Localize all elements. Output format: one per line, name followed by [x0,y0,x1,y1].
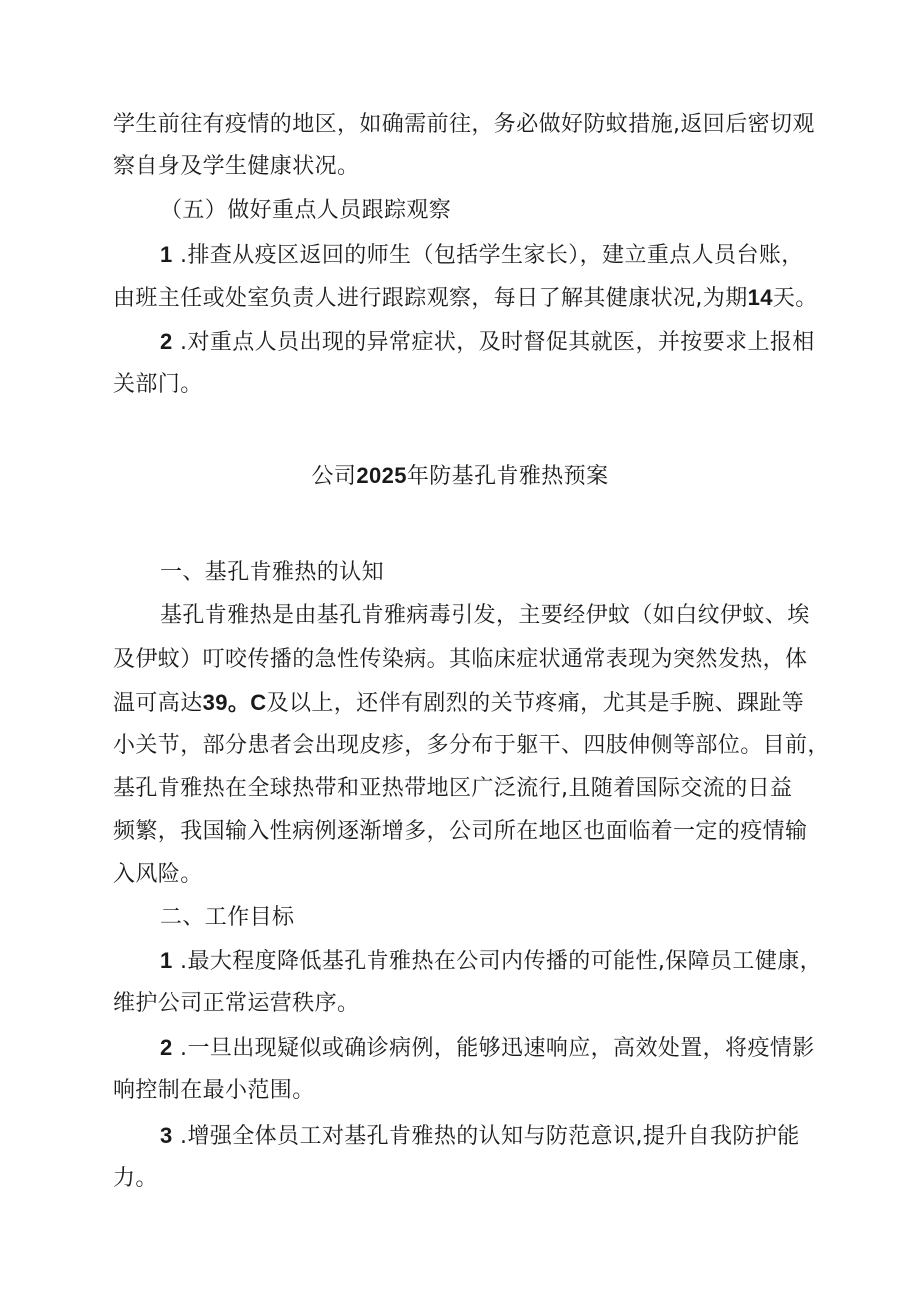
section-1-line-7: 入风险。 [113,862,203,887]
list-text: .排查从疫区返回的师生（包括学生家长），建立重点人员台账， [180,243,804,268]
list-item-1-line-2 [113,283,818,314]
list-number: 2 [160,1035,173,1060]
list-text: .增强全体员工对基孔肯雅热的认知与防范意识,提升自我防护能 [180,1124,800,1149]
list-item-1-line-1 [160,240,804,271]
section-1-line-1: 基孔肯雅热是由基孔肯雅病毒引发，主要经伊蚊（如白纹伊蚊、埃 [160,603,810,628]
goal-1-line-2: 维护公司正常运营秩序。 [113,991,360,1016]
title-suffix: 年防基孔肯雅热预案 [406,464,609,489]
inline-number: 14 [747,285,773,310]
list-number: 2 [160,329,173,354]
prev-paragraph-line-1: 学生前往有疫情的地区，如确需前往，务必做好防蚊措施,返回后密切观 [113,112,815,137]
section-1-line-3 [113,688,804,719]
list-item-2-line-2: 关部门。 [113,372,203,397]
paragraph-text: 及以上，还伴有剧烈的关节疼痛，尤其是手腕、踝趾等 [266,691,805,716]
list-item-2-line-1 [160,327,815,358]
list-text: .对重点人员出现的异常症状，及时督促其就医，并按要求上报相 [180,330,815,355]
goal-3-line-2: 力。 [113,1166,158,1191]
section-1-line-6: 频繁，我国输入性病例逐渐增多，公司所在地区也面临着一定的疫情输 [113,819,808,844]
section-1-line-2: 及伊蚊）叮咬传播的急性传染病。其临床症状通常表现为突然发热，体 [113,647,808,672]
goal-2-line-2: 响控制在最小范围。 [113,1078,315,1103]
paragraph-text: 温可高达 [113,691,203,716]
goal-2-line-1 [160,1033,815,1064]
list-number: 3 [160,1123,173,1148]
list-text: 由班主任或处室负责人进行跟踪观察，每日了解其健康状况,为期 [113,286,748,311]
list-number: 1 [160,242,173,267]
section-heading-5: （五）做好重点人员跟踪观察 [160,198,452,223]
list-text: .一旦出现疑似或确诊病例，能够迅速响应，高效处置，将疫情影 [180,1036,815,1061]
goal-3-line-1 [160,1121,800,1152]
goal-1-line-1 [160,946,822,977]
section-1-line-4: 小关节，部分患者会出现皮疹，多分布于躯干、四肢伸侧等部位。目前， [113,733,830,758]
section-2-heading: 二、工作目标 [160,905,295,930]
title-year: 2025 [356,463,407,488]
section-1-line-5: 基孔肯雅热在全球热带和亚热带地区广泛流行,且随着国际交流的日益 [113,776,793,801]
list-number: 1 [160,948,173,973]
list-text: 天。 [772,286,818,311]
prev-paragraph-line-2: 察自身及学生健康状况。 [113,154,360,179]
document-title [0,461,920,492]
section-1-heading: 一、基孔肯雅热的认知 [160,560,385,585]
list-text: .最大程度降低基孔肯雅热在公司内传播的可能性,保障员工健康， [180,949,823,974]
title-prefix: 公司 [311,464,357,489]
temperature-value: 39。C [202,690,267,715]
